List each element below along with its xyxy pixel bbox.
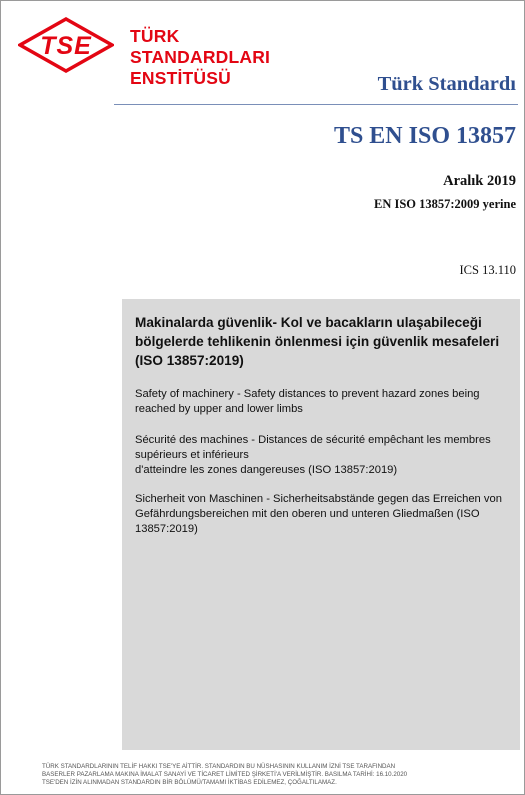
german-title-line: Gefährdungsbereichen mit den oberen und unteren Gliedmaßen (ISO bbox=[135, 508, 480, 520]
ics-code: ICS 13.110 bbox=[459, 263, 516, 277]
header-divider bbox=[114, 104, 518, 105]
publication-date: Aralık 2019 bbox=[443, 173, 516, 189]
replaces-note: EN ISO 13857:2009 yerine bbox=[373, 197, 516, 211]
german-title-line: 13857:2019) bbox=[135, 523, 198, 535]
copyright-footer bbox=[42, 763, 502, 787]
french-title-line: supérieurs et inférieurs bbox=[135, 449, 249, 461]
tse-logo bbox=[18, 17, 114, 73]
english-title-line: reached by upper and lower limbs bbox=[135, 403, 303, 415]
french-title-line: d'atteindre les zones dangereuses (ISO 13857:2019) bbox=[135, 464, 398, 476]
footer-line: TÜRK STANDARDLARININ TELİF HAKKI TSE'YE AİTTİR. STANDARDIN BU NÜSHASININ KULLANIM İZNİ TSE TARAFINDAN bbox=[42, 763, 396, 770]
logo-text: TSE bbox=[40, 32, 92, 60]
title-box bbox=[122, 299, 520, 750]
footer-line: BASERLER PAZARLAMA MAKINA İMALAT SANAYİ VE TİCARET LİMİTED ŞİRKETİ'A VERİLMİŞTİR. BASILMA TARİHİ: 16.10.2020 bbox=[42, 771, 408, 778]
german-title bbox=[135, 492, 510, 537]
standard-number: TS EN ISO 13857 bbox=[333, 123, 516, 149]
institute-name-line-1: TÜRK bbox=[130, 26, 180, 46]
standard-type-label: Türk Standardı bbox=[377, 73, 516, 95]
footer-line: TSE'DEN İZİN ALINMADAN STANDARDIN BİR BÖLÜMÜ/TAMAMI İKTİBAS EDİLEMEZ, ÇOĞALTILAMAZ. bbox=[42, 779, 337, 786]
institute-name-line-3: ENSTİTÜSÜ bbox=[130, 68, 231, 88]
turkish-title: Makinalarda güvenlik- Kol ve bacakların ulaşabileceği bölgelerde tehlikenin önlenmesi için güvenlik mesafeleri (ISO 13857:2019) bbox=[135, 315, 500, 368]
english-title-line: Safety of machinery - Safety distances to prevent hazard zones being bbox=[135, 388, 480, 400]
english-title bbox=[135, 387, 510, 417]
german-title-line: Sicherheit von Maschinen - Sicherheitsabstände gegen das Erreichen von bbox=[135, 493, 502, 505]
french-title bbox=[135, 433, 510, 478]
french-title-line: Sécurité des machines - Distances de sécurité empêchant les membres bbox=[135, 434, 491, 446]
institute-name bbox=[130, 26, 270, 89]
institute-name-line-2: STANDARDLARI bbox=[130, 47, 271, 67]
